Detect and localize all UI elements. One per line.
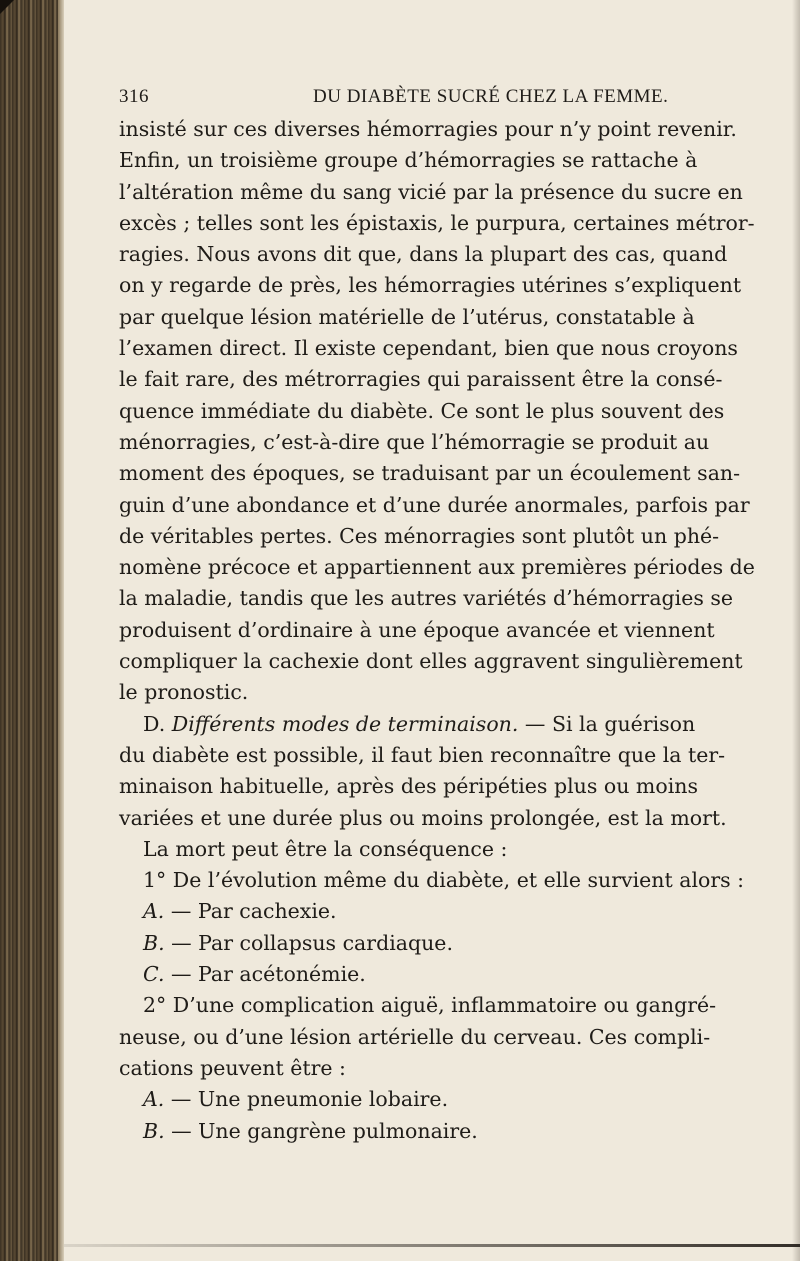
point-2: 2° D’une complication aiguë, inflammatoire ou gangré- [143, 993, 717, 1018]
section-title: Différents modes de terminaison. [171, 711, 519, 736]
text-line: le pronostic. [119, 680, 249, 705]
text-line: neuse, ou d’une lésion artérielle du cerveau. Ces compli- [119, 1024, 711, 1049]
text-line: produisent d’ordinaire à une époque avancée et viennent [119, 617, 715, 642]
item-letter: B. [143, 1118, 165, 1143]
mort-intro: La mort peut être la conséquence : [143, 836, 508, 861]
text-line: cations peuvent être : [119, 1055, 346, 1080]
text-line: insisté sur ces diverses hémorragies pour n’y point revenir. [119, 117, 737, 141]
text-line: excès ; telles sont les épistaxis, le purpura, certaines métror- [119, 210, 755, 235]
text-line: on y regarde de près, les hémorragies utérines s’expliquent [119, 273, 742, 298]
text-line: variées et une durée plus ou moins prolongée, est la mort. [119, 805, 727, 830]
page-edge-shadow [792, 0, 800, 1261]
bottom-edge-shadow [64, 1244, 800, 1247]
corner-mark [0, 0, 14, 14]
section-d-text: — Si la guérison [518, 711, 696, 736]
item-text: — Par collapsus cardiaque. [164, 930, 453, 955]
item-letter: A. [143, 1087, 165, 1112]
text-line: par quelque lésion matérielle de l’utérus, constatable à [119, 304, 695, 329]
page-number: 316 [119, 86, 149, 107]
list-item [119, 959, 671, 990]
page-gutter [58, 0, 64, 1261]
running-head: DU DIABÈTE SUCRÉ CHEZ LA FEMME. [313, 86, 669, 107]
item-text: — Une pneumonie lobaire. [164, 1087, 449, 1112]
text-line: du diabète est possible, il faut bien reconnaître que la ter- [119, 742, 726, 767]
text-line: Enfin, un troisième groupe d’hémorragies se rattache à [119, 148, 698, 173]
section-letter: D. [143, 711, 166, 736]
text-line: la maladie, tandis que les autres variétés d’hémorragies se [119, 586, 734, 611]
text-line: compliquer la cachexie dont elles aggravent singulièrement [119, 649, 743, 674]
text-line: nomène précoce et appartiennent aux premières périodes de [119, 555, 755, 580]
body-text [119, 114, 755, 1147]
item-letter: C. [143, 962, 165, 987]
text-line: minaison habituelle, après des péripéties plus ou moins [119, 774, 698, 799]
text-line: l’altération même du sang vicié par la présence du sucre en [119, 179, 743, 204]
item-letter: B. [143, 930, 165, 955]
list-item [119, 928, 671, 959]
section-d-heading-line [119, 709, 696, 740]
text-line: le fait rare, des métrorragies qui paraissent être la consé- [119, 367, 723, 392]
item-text: — Une gangrène pulmonaire. [164, 1118, 478, 1143]
text-line: guin d’une abondance et d’une durée anormales, parfois par [119, 492, 750, 517]
text-line: ragies. Nous avons dit que, dans la plupart des cas, quand [119, 242, 728, 267]
item-letter: A. [143, 899, 165, 924]
text-line: moment des époques, se traduisant par un écoulement san- [119, 461, 741, 486]
text-line: quence immédiate du diabète. Ce sont le plus souvent des [119, 398, 725, 423]
page-header [119, 86, 671, 112]
text-line: ménorragies, c’est-à-dire que l’hémorragie se produit au [119, 429, 710, 454]
item-text: — Par acétonémie. [164, 962, 366, 987]
list-item [119, 1116, 671, 1147]
list-item [119, 1084, 671, 1115]
list-item [119, 896, 671, 927]
text-line: l’examen direct. Il existe cependant, bien que nous croyons [119, 336, 738, 361]
book-binding [0, 0, 58, 1261]
item-text: — Par cachexie. [164, 899, 337, 924]
text-line: de véritables pertes. Ces ménorragies sont plutôt un phé- [119, 523, 720, 548]
point-1: 1° De l’évolution même du diabète, et elle survient alors : [143, 868, 745, 893]
